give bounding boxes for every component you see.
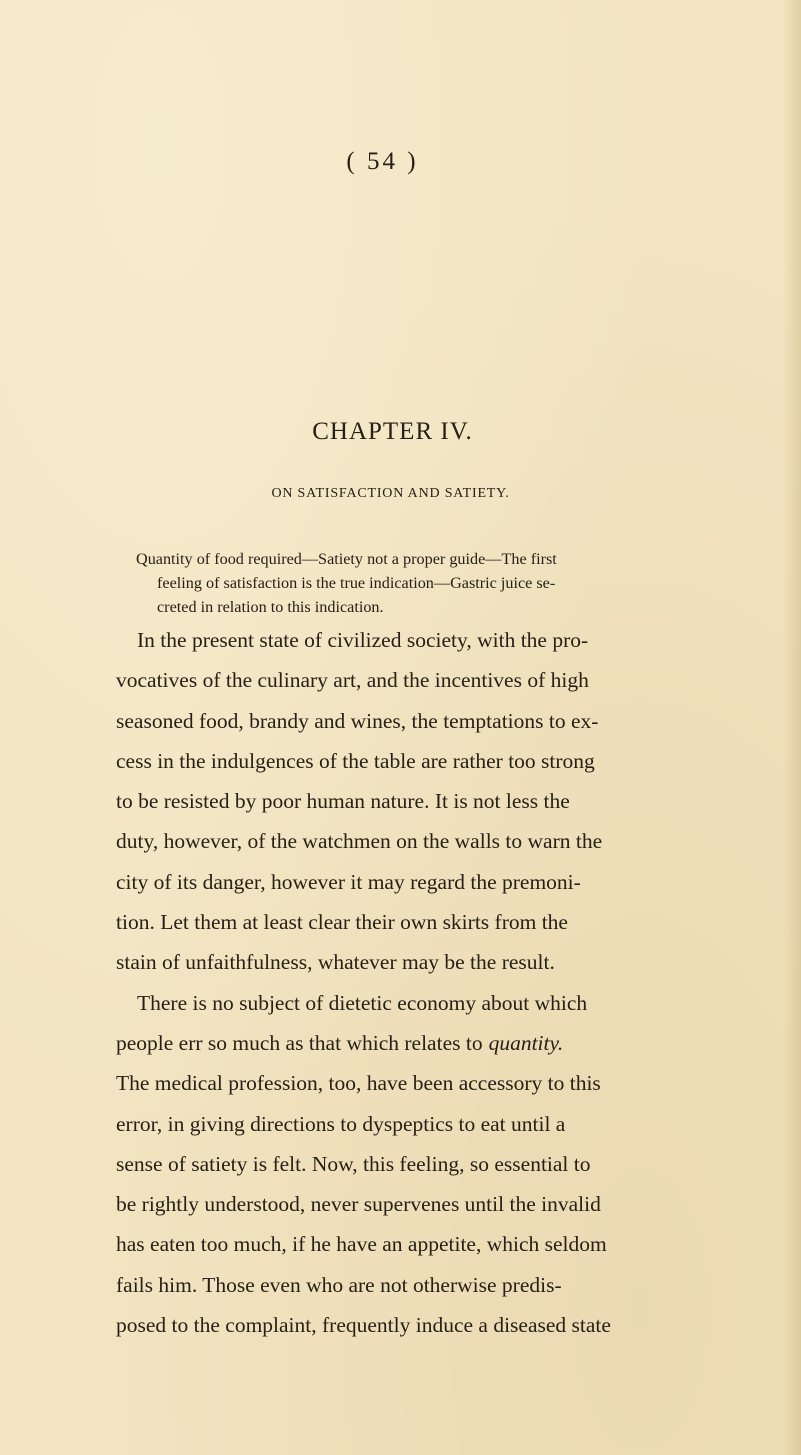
chapter-subtitle: ON SATISFACTION AND SATIETY. (271, 486, 510, 501)
chapter-title: CHAPTER IV. (312, 418, 473, 445)
body-line (116, 1144, 676, 1184)
body-line-text: vocatives of the culinary art, and the incentives of high (116, 668, 589, 693)
body-line-text: to be resisted by poor human nature. It is not less the (116, 789, 570, 814)
emphasized-word: quantity. (488, 1030, 564, 1055)
body-line (116, 1184, 676, 1224)
body-line-text: tion. Let them at least clear their own skirts from the (116, 910, 568, 935)
synopsis-line: Quantity of food required—Satiety not a proper guide—The first (136, 550, 557, 568)
body-line (116, 1104, 676, 1144)
body-line-text: has eaten too much, if he have an appetite, which seldom (116, 1232, 607, 1257)
body-text (116, 620, 676, 1345)
body-line (116, 1023, 676, 1063)
body-line-text: seasoned food, brandy and wines, the temptations to ex- (116, 708, 599, 733)
body-line-text: sense of satiety is felt. Now, this feeling, so essential to (116, 1151, 591, 1176)
body-line (116, 862, 676, 902)
body-line-text: cess in the indulgences of the table are rather too strong (116, 748, 595, 773)
opening-line-text: the present state of civilized society, with the pro- (160, 628, 589, 652)
opening-line (116, 620, 588, 660)
body-line (116, 741, 676, 781)
body-line-text: duty, however, of the watchmen on the walls to warn the (116, 829, 603, 854)
body-line-text: posed to the complaint, frequently induce a diseased state (116, 1313, 611, 1338)
body-line (116, 620, 676, 660)
synopsis-line: creted in relation to this indication. (157, 598, 384, 616)
paragraph-start: There is no subject of dietetic economy about which (137, 990, 588, 1015)
body-line (116, 942, 676, 982)
body-line (116, 1063, 676, 1103)
body-line (116, 660, 676, 700)
body-line (116, 1224, 676, 1264)
body-line-text: fails him. Those even who are not otherwise predis- (116, 1272, 562, 1297)
body-line-text: city of its danger, however it may regard the premoni- (116, 869, 581, 894)
body-line-text: error, in giving directions to dyspeptics to eat until a (116, 1111, 566, 1136)
body-line (116, 1265, 676, 1305)
body-line (116, 983, 676, 1023)
body-line (116, 1305, 676, 1345)
body-line (116, 781, 676, 821)
body-line (116, 701, 676, 741)
body-line (116, 902, 676, 942)
opening-initial: In (137, 628, 155, 652)
body-line (116, 821, 676, 861)
page-number: ( 54 ) (346, 148, 419, 175)
body-line-text: be rightly understood, never supervenes until the invalid (116, 1192, 601, 1217)
synopsis-line: feeling of satisfaction is the true indication—Gastric juice se- (157, 574, 556, 592)
body-line-text: The medical profession, too, have been accessory to this (116, 1071, 601, 1096)
page-edge-shadow (783, 0, 801, 1455)
body-line-text: people err so much as that which relates to (116, 1030, 483, 1055)
chapter-synopsis (136, 547, 676, 619)
body-line-text: stain of unfaithfulness, whatever may be the result. (116, 950, 555, 975)
